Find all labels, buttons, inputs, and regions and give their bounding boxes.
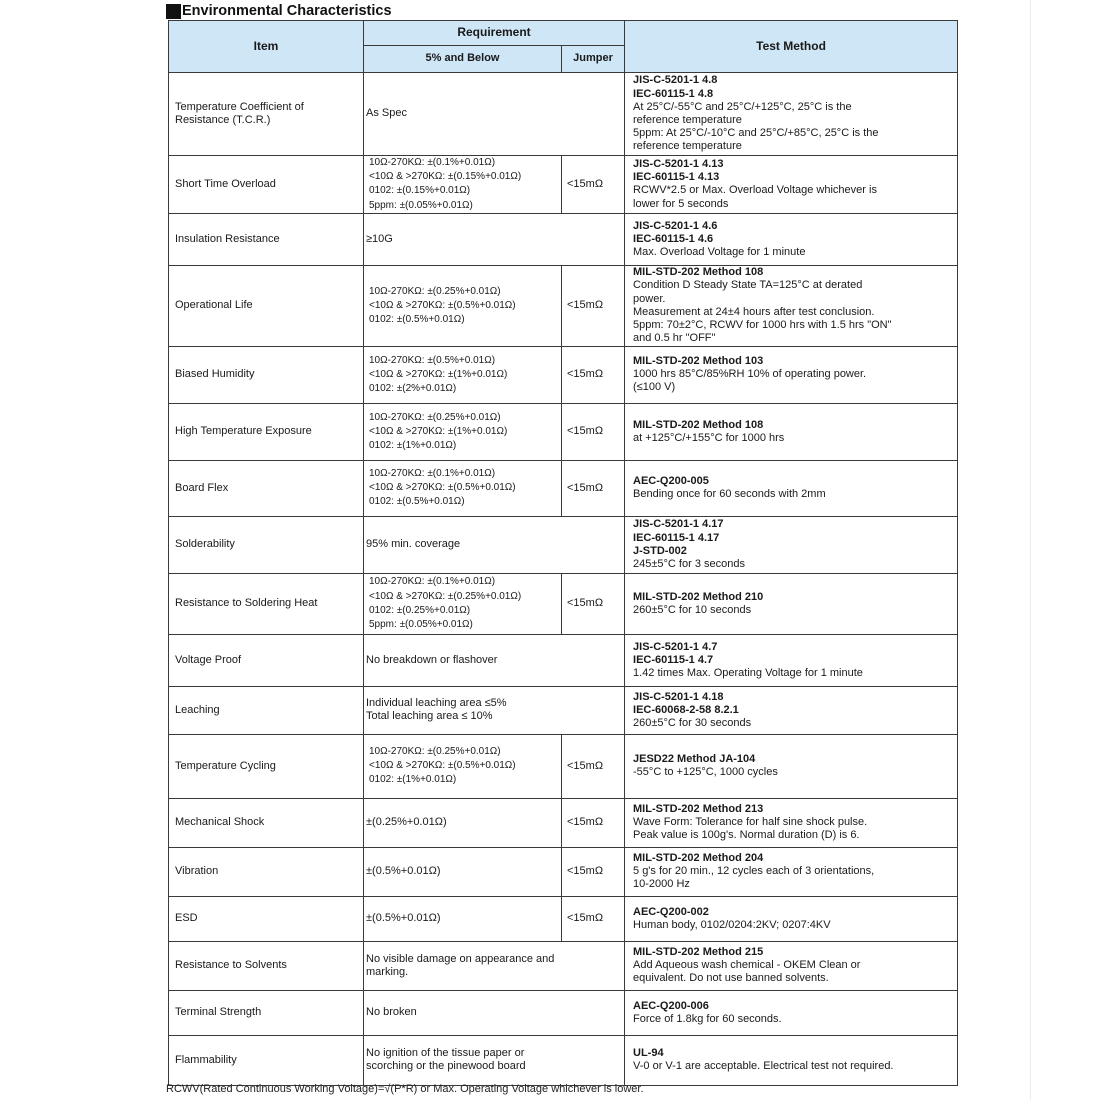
item-line: Resistance to Solvents [175,959,287,972]
cell-test-method [625,686,958,734]
cell-test-method [625,156,958,214]
test-detail-line: Force of 1.8kg for 60 seconds. [633,1012,782,1025]
requirement-line: <10Ω & >270KΩ: ±(0.5%+0.01Ω) [369,760,516,772]
test-standard-line: AEC-Q200-005 [633,475,709,488]
cell-test-method [625,990,958,1035]
requirement-line: <10Ω & >270KΩ: ±(1%+0.01Ω) [369,425,508,437]
item-line: High Temperature Exposure [175,425,312,438]
table-row [169,403,958,460]
cell-test-method [625,634,958,686]
requirement-line: As Spec [366,107,407,120]
requirement-line: 5ppm: ±(0.05%+0.01Ω) [369,619,473,631]
requirement-line: 10Ω-270KΩ: ±(0.25%+0.01Ω) [369,285,501,297]
table-row [169,156,958,214]
requirement-line: <10Ω & >270KΩ: ±(1%+0.01Ω) [369,368,508,380]
cell-item [169,156,364,214]
cell-test-method [625,73,958,156]
requirement-line: 5ppm: ±(0.05%+0.01Ω) [369,199,473,211]
test-detail-line: 260±5°C for 30 seconds [633,716,752,729]
test-detail-line: 1000 hrs 85°C/85%RH 10% of operating power. [633,368,867,381]
cell-requirement [364,73,625,156]
requirement-line: Individual leaching area ≤5% [366,697,507,710]
test-standard-line: AEC-Q200-002 [633,905,709,918]
footnote-rcwv: RCWV(Rated Continuous Working Voltage)=√(P*R) or Max. Operating Voltage whichever is lower. [166,1083,644,1095]
requirement-line: 0102: ±(0.25%+0.01Ω) [369,604,471,616]
test-standard-line: IEC-60115-1 4.17 [633,531,720,544]
test-detail-line: Condition D Steady State TA=125°C at derated [633,279,863,292]
cell-item [169,686,364,734]
test-detail-line: Max. Overload Voltage for 1 minute [633,245,806,258]
cell-requirement [364,346,562,403]
section-title [166,2,392,20]
test-standard-line: JIS-C-5201-1 4.17 [633,518,724,531]
cell-requirement [364,156,562,214]
cell-jumper: <15mΩ [562,896,625,941]
requirement-line: Total leaching area ≤ 10% [366,710,493,723]
test-detail-line: reference temperature [633,114,742,126]
cell-test-method [625,346,958,403]
item-line: Leaching [175,703,220,716]
item-line: Voltage Proof [175,653,242,666]
requirement-line: No broken [366,1006,417,1019]
header-item: Item [169,21,364,73]
test-detail-line: and 0.5 hr "OFF" [633,332,716,345]
cell-jumper: <15mΩ [562,346,625,403]
cell-jumper: <15mΩ [562,403,625,460]
test-detail-line: power. [633,292,666,305]
item-line: Biased Humidity [175,368,255,381]
test-detail-line: At 25°C/-55°C and 25°C/+125°C, 25°C is the [633,100,852,113]
cell-item [169,896,364,941]
requirement-line: <10Ω & >270KΩ: ±(0.5%+0.01Ω) [369,299,516,311]
requirement-line: 10Ω-270KΩ: ±(0.5%+0.01Ω) [369,354,496,366]
cell-requirement [364,941,625,990]
cell-test-method [625,460,958,516]
cell-item [169,516,364,573]
test-detail-line: Peak value is 100g's. Normal duration (D) is 6. [633,829,860,842]
cell-requirement [364,896,562,941]
item-line: ESD [175,912,198,925]
requirement-line: 10Ω-270KΩ: ±(0.25%+0.01Ω) [369,411,501,423]
cell-item [169,265,364,346]
table-row [169,634,958,686]
cell-requirement [364,213,625,265]
test-detail-line: lower for 5 seconds [633,197,729,210]
test-standard-line: IEC-60115-1 4.6 [633,232,714,245]
cell-jumper: <15mΩ [562,573,625,634]
cell-requirement [364,990,625,1035]
test-standard-line: MIL-STD-202 Method 103 [633,355,764,367]
requirement-line: ±(0.25%+0.01Ω) [366,816,447,829]
cell-test-method [625,847,958,896]
cell-requirement [364,265,562,346]
requirement-line: ±(0.5%+0.01Ω) [366,865,441,878]
table-row [169,686,958,734]
table-row [169,847,958,896]
cell-item [169,73,364,156]
test-detail-line: 260±5°C for 10 seconds [633,603,752,616]
cell-item [169,734,364,798]
cell-test-method [625,403,958,460]
table-row [169,213,958,265]
test-standard-line: JESD22 Method JA-104 [633,753,756,766]
cell-item [169,798,364,847]
requirement-line: 10Ω-270KΩ: ±(0.1%+0.01Ω) [369,468,496,479]
requirement-line: 0102: ±(1%+0.01Ω) [369,439,457,451]
cell-item [169,573,364,634]
item-line: Short Time Overload [175,177,276,190]
header-row-top [169,21,958,46]
test-standard-line: UL-94 [633,1047,664,1060]
test-detail-line: RCWV*2.5 or Max. Overload Voltage whichever is [633,184,877,197]
test-detail-line: 5ppm: At 25°C/-10°C and 25°C/+85°C, 25°C is the [633,127,879,140]
test-standard-line: JIS-C-5201-1 4.18 [633,690,724,703]
table-row [169,941,958,990]
cell-jumper: <15mΩ [562,156,625,214]
test-standard-line: MIL-STD-202 Method 215 [633,946,764,958]
cell-test-method [625,213,958,265]
test-standard-line: JIS-C-5201-1 4.7 [633,640,718,653]
requirement-line: 0102: ±(0.5%+0.01Ω) [369,313,465,325]
test-standard-line: IEC-60068-2-58 8.2.1 [633,703,739,716]
item-line: Board Flex [175,481,229,494]
table-row [169,896,958,941]
cell-item [169,847,364,896]
test-standard-line: MIL-STD-202 Method 210 [633,590,764,603]
item-line: Temperature Coefficient of [175,100,304,113]
header-requirement: Requirement [364,21,625,46]
cell-requirement [364,1035,625,1085]
cell-item [169,403,364,460]
test-standard-line: IEC-60115-1 4.8 [633,87,714,100]
test-detail-line: Add Aqueous wash chemical - OKEM Clean or [633,959,861,972]
test-standard-line: JIS-C-5201-1 4.6 [633,219,718,232]
title-bullet-square [166,4,181,19]
cell-test-method [625,896,958,941]
test-detail-line: Bending once for 60 seconds with 2mm [633,488,826,501]
table-row [169,516,958,573]
test-detail-line: Wave Form: Tolerance for half sine shock pulse. [633,816,868,829]
test-detail-line: V-0 or V-1 are acceptable. Electrical test not required. [633,1060,894,1073]
cell-jumper: <15mΩ [562,798,625,847]
cell-item [169,213,364,265]
cell-jumper: <15mΩ [562,847,625,896]
table-body [169,73,958,1086]
cell-requirement [364,634,625,686]
requirement-line: <10Ω & >270KΩ: ±(0.5%+0.01Ω) [369,482,516,494]
table-row [169,265,958,346]
item-line: Resistance (T.C.R.) [175,114,271,126]
requirement-line: <10Ω & >270KΩ: ±(0.25%+0.01Ω) [369,590,522,602]
test-detail-line: Human body, 0102/0204:2KV; 0207:4KV [633,918,831,931]
test-standard-line: JIS-C-5201-1 4.13 [633,158,724,170]
header-jumper: Jumper [562,46,625,73]
requirement-line: 10Ω-270KΩ: ±(0.25%+0.01Ω) [369,746,501,757]
cell-test-method [625,573,958,634]
table-row [169,990,958,1035]
table-row [169,73,958,156]
requirement-line: scorching or the pinewood board [366,1060,526,1073]
table-row [169,734,958,798]
requirement-line: 0102: ±(0.15%+0.01Ω) [369,185,471,197]
requirement-line: 10Ω-270KΩ: ±(0.1%+0.01Ω) [369,157,496,168]
cell-requirement [364,573,562,634]
item-line: Solderability [175,538,235,551]
requirement-line: ±(0.5%+0.01Ω) [366,912,441,925]
test-detail-line: 1.42 times Max. Operating Voltage for 1 minute [633,666,863,679]
test-standard-line: MIL-STD-202 Method 213 [633,803,764,815]
cell-test-method [625,265,958,346]
cell-test-method [625,941,958,990]
table-row [169,346,958,403]
test-detail-line: (≤100 V) [633,381,676,394]
environmental-characteristics-table [168,20,958,1086]
cell-item [169,460,364,516]
test-standard-line: MIL-STD-202 Method 108 [633,418,764,431]
test-standard-line: J-STD-002 [633,544,687,557]
requirement-line: 95% min. coverage [366,538,461,551]
requirement-line: 0102: ±(2%+0.01Ω) [369,382,457,394]
cell-item [169,1035,364,1085]
table-row [169,1035,958,1085]
test-standard-line: JIS-C-5201-1 4.8 [633,74,718,87]
test-detail-line: 245±5°C for 3 seconds [633,558,745,571]
test-detail-line: reference temperature [633,140,742,153]
section-title-text: Environmental Characteristics [182,3,392,19]
cell-requirement [364,516,625,573]
cell-jumper: <15mΩ [562,265,625,346]
requirement-line: No breakdown or flashover [366,653,498,666]
item-line: Mechanical Shock [175,816,265,829]
cell-requirement [364,798,562,847]
test-detail-line: Measurement at 24±4 hours after test conclusion. [633,305,875,318]
item-line: Resistance to Soldering Heat [175,597,318,610]
item-line: Temperature Cycling [175,759,276,772]
cell-item [169,941,364,990]
header-five-percent-below: 5% and Below [364,46,562,73]
cell-requirement [364,686,625,734]
test-standard-line: MIL-STD-202 Method 204 [633,852,764,864]
test-standard-line: MIL-STD-202 Method 108 [633,266,764,279]
table-row [169,798,958,847]
item-line: Flammability [175,1053,237,1066]
test-detail-line: -55°C to +125°C, 1000 cycles [633,766,778,779]
cell-jumper: <15mΩ [562,734,625,798]
test-standard-line: IEC-60115-1 4.13 [633,171,720,184]
test-detail-line: 10-2000 Hz [633,878,690,891]
item-line: Terminal Strength [175,1006,262,1019]
cell-test-method [625,1035,958,1085]
item-line: Vibration [175,865,219,878]
test-detail-line: 5 g's for 20 min., 12 cycles each of 3 orientations, [633,865,875,878]
table-row [169,573,958,634]
table-row [169,460,958,516]
requirement-line: No ignition of the tissue paper or [366,1047,525,1060]
cell-requirement [364,847,562,896]
cell-item [169,634,364,686]
item-line: Operational Life [175,299,253,312]
requirement-line: 0102: ±(1%+0.01Ω) [369,774,457,786]
test-standard-line: IEC-60115-1 4.7 [633,653,714,666]
requirement-line: 0102: ±(0.5%+0.01Ω) [369,496,465,508]
cell-test-method [625,734,958,798]
requirement-line: 10Ω-270KΩ: ±(0.1%+0.01Ω) [369,576,496,588]
test-detail-line: equivalent. Do not use banned solvents. [633,972,829,985]
item-line: Insulation Resistance [175,232,280,245]
cell-item [169,990,364,1035]
requirement-line: <10Ω & >270KΩ: ±(0.15%+0.01Ω) [369,171,522,183]
test-standard-line: AEC-Q200-006 [633,999,709,1012]
cell-item [169,346,364,403]
cell-requirement [364,734,562,798]
cell-requirement [364,403,562,460]
cell-jumper: <15mΩ [562,460,625,516]
test-detail-line: at +125°C/+155°C for 1000 hrs [633,431,785,444]
cell-test-method [625,516,958,573]
cell-test-method [625,798,958,847]
page-edge-divider [1030,0,1031,1100]
cell-requirement [364,460,562,516]
requirement-line: marking. [366,965,409,978]
test-detail-line: 5ppm: 70±2°C, RCWV for 1000 hrs with 1.5 hrs "ON" [633,319,892,332]
requirement-line: ≥10G [366,232,393,245]
requirement-line: No visible damage on appearance and [366,952,555,965]
header-test-method: Test Method [625,21,958,73]
